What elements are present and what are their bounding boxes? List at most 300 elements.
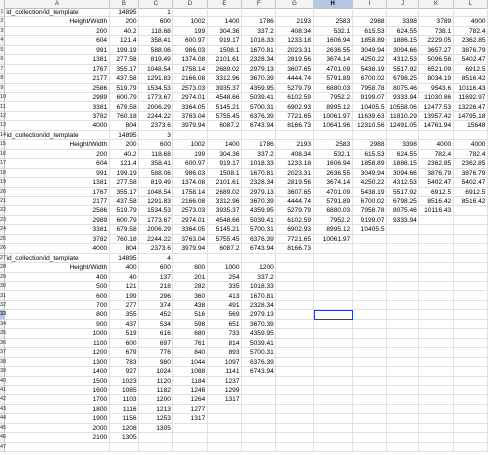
cell-j2[interactable]: 3398 (387, 17, 419, 26)
cell-e35[interactable]: 733 (208, 329, 242, 338)
row-header[interactable]: 10 (0, 93, 5, 102)
cell-e31[interactable]: 413 (208, 292, 242, 301)
cell-e6[interactable]: 2101.61 (208, 55, 242, 64)
cell-i47[interactable] (353, 443, 387, 452)
cell-f38[interactable]: 6376.39 (242, 358, 276, 367)
cell-a23[interactable]: 2989 (5, 216, 110, 225)
cell-g34[interactable] (276, 320, 313, 329)
cell-i11[interactable]: 10405.5 (353, 103, 387, 112)
column-header-i[interactable]: I (353, 0, 387, 8)
row-header[interactable]: 41 (0, 386, 5, 395)
cell-f36[interactable]: 5039.41 (242, 339, 276, 348)
cell-a5[interactable]: 991 (5, 46, 110, 55)
cell-k43[interactable] (419, 405, 453, 414)
cell-g42[interactable] (276, 395, 313, 404)
cell-l29[interactable] (454, 273, 488, 282)
cell-j47[interactable] (387, 443, 419, 452)
cell-b44[interactable]: 1156 (110, 414, 139, 423)
cell-d41[interactable]: 1246 (173, 386, 207, 395)
cell-a27[interactable]: id_collection/id_template (5, 254, 110, 263)
cell-g39[interactable] (276, 367, 313, 376)
cell-c6[interactable]: 819.49 (139, 55, 173, 64)
cell-f39[interactable]: 6743.94 (242, 367, 276, 376)
row-header[interactable]: 25 (0, 235, 5, 244)
row-header[interactable]: 1 (0, 8, 5, 17)
row-header[interactable]: 34 (0, 320, 5, 329)
cell-f30[interactable]: 1018.33 (242, 282, 276, 291)
cell-j1[interactable] (387, 8, 419, 17)
cell-c22[interactable]: 1534.53 (139, 206, 173, 215)
cell-h29[interactable] (314, 273, 353, 282)
cell-j31[interactable] (387, 292, 419, 301)
cell-f12[interactable]: 6376.39 (242, 112, 276, 121)
cell-j7[interactable]: 5517.92 (387, 65, 419, 74)
cell-d31[interactable]: 360 (173, 292, 207, 301)
cell-a33[interactable]: 800 (5, 310, 110, 319)
cell-d47[interactable] (173, 443, 207, 452)
row-header[interactable]: 17 (0, 159, 5, 168)
cell-d35[interactable]: 680 (173, 329, 207, 338)
row-header[interactable]: 13 (0, 121, 5, 130)
cell-i28[interactable] (353, 263, 387, 272)
cell-i16[interactable]: 615.53 (353, 150, 387, 159)
cell-f43[interactable] (242, 405, 276, 414)
cell-g37[interactable] (276, 348, 313, 357)
cell-l14[interactable] (454, 131, 488, 140)
cell-a45[interactable]: 2000 (5, 424, 110, 433)
cell-j3[interactable]: 624.55 (387, 27, 419, 36)
cell-a2[interactable]: Height/Width (5, 17, 110, 26)
cell-k47[interactable] (419, 443, 453, 452)
cell-h30[interactable] (314, 282, 353, 291)
cell-h40[interactable] (314, 377, 353, 386)
cell-g15[interactable]: 2193 (276, 140, 313, 149)
cell-i46[interactable] (353, 433, 387, 442)
cell-j11[interactable]: 10558.06 (387, 103, 419, 112)
cell-f26[interactable]: 6743.94 (242, 244, 276, 253)
cell-h19[interactable]: 3674.14 (314, 178, 353, 187)
cell-h20[interactable]: 4701.09 (314, 188, 353, 197)
cell-g12[interactable]: 7721.65 (276, 112, 313, 121)
cell-f35[interactable]: 4359.95 (242, 329, 276, 338)
cell-b40[interactable]: 1023 (110, 377, 139, 386)
cell-b4[interactable]: 121.4 (110, 36, 139, 45)
cell-l35[interactable] (454, 329, 488, 338)
cell-e40[interactable]: 1237 (208, 377, 242, 386)
cell-g20[interactable]: 3607.65 (276, 188, 313, 197)
cell-j25[interactable] (387, 235, 419, 244)
cell-g38[interactable] (276, 358, 313, 367)
cell-g9[interactable]: 5279.79 (276, 84, 313, 93)
cell-f25[interactable]: 6376.39 (242, 235, 276, 244)
cell-h31[interactable] (314, 292, 353, 301)
cell-l1[interactable] (454, 8, 488, 17)
cell-k38[interactable] (419, 358, 453, 367)
cell-e10[interactable]: 4548.66 (208, 93, 242, 102)
row-header[interactable]: 18 (0, 169, 5, 178)
cell-b6[interactable]: 277.58 (110, 55, 139, 64)
cell-j14[interactable] (387, 131, 419, 140)
cell-d33[interactable]: 516 (173, 310, 207, 319)
cell-i18[interactable]: 3049.94 (353, 169, 387, 178)
cell-b39[interactable]: 927 (110, 367, 139, 376)
cell-a16[interactable]: 200 (5, 150, 110, 159)
cell-g28[interactable] (276, 263, 313, 272)
cell-a29[interactable]: 400 (5, 273, 110, 282)
cell-i5[interactable]: 3049.94 (353, 46, 387, 55)
row-header[interactable]: 19 (0, 178, 5, 187)
cell-d42[interactable]: 1264 (173, 395, 207, 404)
cell-j39[interactable] (387, 367, 419, 376)
cell-k4[interactable]: 2229.05 (419, 36, 453, 45)
cell-c12[interactable]: 2244.22 (139, 112, 173, 121)
row-header[interactable]: 16 (0, 150, 5, 159)
cell-b13[interactable]: 804 (110, 121, 139, 130)
cell-j24[interactable] (387, 225, 419, 234)
cell-i6[interactable]: 4250.22 (353, 55, 387, 64)
cell-k37[interactable] (419, 348, 453, 357)
cell-b30[interactable]: 121 (110, 282, 139, 291)
cell-i23[interactable]: 9199.07 (353, 216, 387, 225)
cell-d14[interactable] (173, 131, 207, 140)
cell-d3[interactable]: 199 (173, 27, 207, 36)
cell-g27[interactable] (276, 254, 313, 263)
row-header[interactable]: 43 (0, 405, 5, 414)
cell-c4[interactable]: 358.41 (139, 36, 173, 45)
cell-d29[interactable]: 201 (173, 273, 207, 282)
column-header-b[interactable]: B (110, 0, 139, 8)
row-header[interactable]: 3 (0, 27, 5, 36)
cell-b28[interactable]: 400 (110, 263, 139, 272)
cell-h13[interactable]: 10641.96 (314, 121, 353, 130)
cell-b18[interactable]: 199.19 (110, 169, 139, 178)
cell-c28[interactable]: 600 (139, 263, 173, 272)
cell-k25[interactable] (419, 235, 453, 244)
cell-f44[interactable] (242, 414, 276, 423)
cell-b42[interactable]: 1103 (110, 395, 139, 404)
column-header-c[interactable]: C (139, 0, 173, 8)
cell-l16[interactable]: 782.4 (454, 150, 488, 159)
cell-c42[interactable]: 1200 (139, 395, 173, 404)
cell-e42[interactable]: 1317 (208, 395, 242, 404)
cell-c43[interactable]: 1213 (139, 405, 173, 414)
cell-i29[interactable] (353, 273, 387, 282)
cell-b31[interactable]: 199 (110, 292, 139, 301)
cell-f7[interactable]: 2979.13 (242, 65, 276, 74)
cell-d24[interactable]: 3364.05 (173, 225, 207, 234)
cell-e33[interactable]: 569 (208, 310, 242, 319)
cell-g19[interactable]: 2819.56 (276, 178, 313, 187)
cell-d12[interactable]: 3763.04 (173, 112, 207, 121)
cell-i35[interactable] (353, 329, 387, 338)
cell-i24[interactable]: 10405.5 (353, 225, 387, 234)
cell-k22[interactable]: 10116.43 (419, 206, 453, 215)
cell-l8[interactable]: 8516.42 (454, 74, 488, 83)
column-header-a[interactable]: A (5, 0, 110, 8)
cell-l42[interactable] (454, 395, 488, 404)
cell-l7[interactable]: 6912.5 (454, 65, 488, 74)
cell-e4[interactable]: 919.17 (208, 36, 242, 45)
cell-i32[interactable] (353, 301, 387, 310)
cell-e7[interactable]: 2689.02 (208, 65, 242, 74)
cell-a20[interactable]: 1767 (5, 188, 110, 197)
cell-h3[interactable]: 532.1 (314, 27, 353, 36)
cell-j15[interactable]: 3398 (387, 140, 419, 149)
cell-d10[interactable]: 2974.01 (173, 93, 207, 102)
cell-h43[interactable] (314, 405, 353, 414)
cell-f27[interactable] (242, 254, 276, 263)
cell-k23[interactable] (419, 216, 453, 225)
cell-c38[interactable]: 980 (139, 358, 173, 367)
cell-k3[interactable]: 738.1 (419, 27, 453, 36)
cell-b33[interactable]: 355 (110, 310, 139, 319)
cell-c33[interactable]: 452 (139, 310, 173, 319)
cell-h27[interactable] (314, 254, 353, 263)
cell-g46[interactable] (276, 433, 313, 442)
cell-g47[interactable] (276, 443, 313, 452)
cell-h6[interactable]: 3674.14 (314, 55, 353, 64)
cell-k19[interactable]: 5402.47 (419, 178, 453, 187)
cell-e21[interactable]: 3312.96 (208, 197, 242, 206)
cell-l5[interactable]: 3876.79 (454, 46, 488, 55)
cell-c26[interactable]: 2373.6 (139, 244, 173, 253)
cell-j43[interactable] (387, 405, 419, 414)
cell-b11[interactable]: 679.58 (110, 103, 139, 112)
row-header[interactable]: 14 (0, 131, 5, 140)
cell-j38[interactable] (387, 358, 419, 367)
cell-l28[interactable] (454, 263, 488, 272)
cell-j17[interactable]: 1886.15 (387, 159, 419, 168)
cell-k5[interactable]: 3657.27 (419, 46, 453, 55)
cell-k34[interactable] (419, 320, 453, 329)
cell-k45[interactable] (419, 424, 453, 433)
row-header[interactable]: 6 (0, 55, 5, 64)
cell-d26[interactable]: 3979.94 (173, 244, 207, 253)
cell-l27[interactable] (454, 254, 488, 263)
cell-c24[interactable]: 2006.29 (139, 225, 173, 234)
cell-k10[interactable]: 11030.86 (419, 93, 453, 102)
cell-e11[interactable]: 5145.21 (208, 103, 242, 112)
cell-d40[interactable]: 1184 (173, 377, 207, 386)
cell-e22[interactable]: 3935.37 (208, 206, 242, 215)
cell-j9[interactable]: 8075.46 (387, 84, 419, 93)
cell-j27[interactable] (387, 254, 419, 263)
cell-k17[interactable]: 2362.85 (419, 159, 453, 168)
cell-j46[interactable] (387, 433, 419, 442)
cell-c20[interactable]: 1048.54 (139, 188, 173, 197)
cell-k2[interactable]: 3789 (419, 17, 453, 26)
row-header[interactable]: 47 (0, 443, 5, 452)
cell-h14[interactable] (314, 131, 353, 140)
cell-e46[interactable] (208, 433, 242, 442)
cell-f20[interactable]: 2979.13 (242, 188, 276, 197)
cell-d13[interactable]: 3979.94 (173, 121, 207, 130)
cell-d34[interactable]: 598 (173, 320, 207, 329)
cell-g2[interactable]: 2193 (276, 17, 313, 26)
cell-i31[interactable] (353, 292, 387, 301)
column-header-e[interactable]: E (208, 0, 242, 8)
cell-j40[interactable] (387, 377, 419, 386)
cell-a25[interactable]: 3782 (5, 235, 110, 244)
cell-g7[interactable]: 3607.65 (276, 65, 313, 74)
cell-g29[interactable] (276, 273, 313, 282)
cell-k11[interactable]: 12477.53 (419, 103, 453, 112)
cell-i27[interactable] (353, 254, 387, 263)
cell-f19[interactable]: 2328.34 (242, 178, 276, 187)
cell-g43[interactable] (276, 405, 313, 414)
cell-i30[interactable] (353, 282, 387, 291)
cell-g44[interactable] (276, 414, 313, 423)
cell-c7[interactable]: 1048.54 (139, 65, 173, 74)
cell-g5[interactable]: 2023.31 (276, 46, 313, 55)
cell-b7[interactable]: 355.17 (110, 65, 139, 74)
cell-j37[interactable] (387, 348, 419, 357)
cell-f11[interactable]: 5700.31 (242, 103, 276, 112)
cell-a41[interactable]: 1600 (5, 386, 110, 395)
cell-d27[interactable] (173, 254, 207, 263)
cell-l31[interactable] (454, 292, 488, 301)
cell-d28[interactable]: 800 (173, 263, 207, 272)
cell-j12[interactable]: 11810.29 (387, 112, 419, 121)
cell-k6[interactable]: 5096.56 (419, 55, 453, 64)
cell-k33[interactable] (419, 310, 453, 319)
cell-g3[interactable]: 408.34 (276, 27, 313, 36)
cell-g31[interactable] (276, 292, 313, 301)
cell-g36[interactable] (276, 339, 313, 348)
cell-b36[interactable]: 600 (110, 339, 139, 348)
column-header-d[interactable]: D (173, 0, 207, 8)
cell-i1[interactable] (353, 8, 387, 17)
cell-e37[interactable]: 893 (208, 348, 242, 357)
cell-c40[interactable]: 1120 (139, 377, 173, 386)
cell-f33[interactable]: 2979.13 (242, 310, 276, 319)
cell-l12[interactable]: 14795.18 (454, 112, 488, 121)
cell-a8[interactable]: 2177 (5, 74, 110, 83)
cell-j35[interactable] (387, 329, 419, 338)
cell-l9[interactable]: 10116.43 (454, 84, 488, 93)
cell-j13[interactable]: 12491.05 (387, 121, 419, 130)
cell-l19[interactable]: 5402.47 (454, 178, 488, 187)
cell-c1[interactable]: 1 (139, 8, 173, 17)
cell-f4[interactable]: 1018.33 (242, 36, 276, 45)
cell-f10[interactable]: 5039.41 (242, 93, 276, 102)
cell-g30[interactable] (276, 282, 313, 291)
column-header-k[interactable]: K (419, 0, 453, 8)
cell-l46[interactable] (454, 433, 488, 442)
cell-l23[interactable] (454, 216, 488, 225)
cell-j34[interactable] (387, 320, 419, 329)
cell-a32[interactable]: 700 (5, 301, 110, 310)
cell-b41[interactable]: 1085 (110, 386, 139, 395)
cell-j19[interactable]: 4312.53 (387, 178, 419, 187)
cell-g26[interactable]: 8166.73 (276, 244, 313, 253)
row-header[interactable]: 32 (0, 301, 5, 310)
cell-d39[interactable]: 1088 (173, 367, 207, 376)
cell-k27[interactable] (419, 254, 453, 263)
cell-e25[interactable]: 5755.45 (208, 235, 242, 244)
cell-l32[interactable] (454, 301, 488, 310)
cell-b35[interactable]: 519 (110, 329, 139, 338)
cell-d4[interactable]: 600.97 (173, 36, 207, 45)
cell-e18[interactable]: 1508.1 (208, 169, 242, 178)
row-header[interactable]: 45 (0, 424, 5, 433)
cell-j28[interactable] (387, 263, 419, 272)
cell-i26[interactable] (353, 244, 387, 253)
cell-l44[interactable] (454, 414, 488, 423)
cell-k31[interactable] (419, 292, 453, 301)
cell-j32[interactable] (387, 301, 419, 310)
cell-h26[interactable] (314, 244, 353, 253)
cell-e24[interactable]: 5145.21 (208, 225, 242, 234)
cell-h18[interactable]: 2636.55 (314, 169, 353, 178)
cell-c31[interactable]: 296 (139, 292, 173, 301)
cell-k46[interactable] (419, 433, 453, 442)
cell-f29[interactable]: 337.2 (242, 273, 276, 282)
cell-i13[interactable]: 12310.56 (353, 121, 387, 130)
row-header[interactable]: 8 (0, 74, 5, 83)
cell-g10[interactable]: 6102.59 (276, 93, 313, 102)
cell-j16[interactable]: 624.55 (387, 150, 419, 159)
cell-f47[interactable] (242, 443, 276, 452)
cell-l38[interactable] (454, 358, 488, 367)
cell-l2[interactable]: 4000 (454, 17, 488, 26)
cell-b45[interactable]: 1208 (110, 424, 139, 433)
cell-a26[interactable]: 4000 (5, 244, 110, 253)
cell-d36[interactable]: 761 (173, 339, 207, 348)
cell-f1[interactable] (242, 8, 276, 17)
cell-b1[interactable]: 14895 (110, 8, 139, 17)
cell-c32[interactable]: 374 (139, 301, 173, 310)
cell-a37[interactable]: 1200 (5, 348, 110, 357)
cell-l21[interactable]: 8516.42 (454, 197, 488, 206)
cell-j23[interactable]: 9333.94 (387, 216, 419, 225)
cell-b26[interactable]: 804 (110, 244, 139, 253)
cell-c44[interactable]: 1253 (139, 414, 173, 423)
cell-e23[interactable]: 4548.66 (208, 216, 242, 225)
cell-i17[interactable]: 1858.89 (353, 159, 387, 168)
cell-g35[interactable] (276, 329, 313, 338)
cell-k41[interactable] (419, 386, 453, 395)
cell-k12[interactable]: 13957.42 (419, 112, 453, 121)
cell-i39[interactable] (353, 367, 387, 376)
cell-d17[interactable]: 600.97 (173, 159, 207, 168)
cell-a31[interactable]: 600 (5, 292, 110, 301)
cell-c17[interactable]: 358.41 (139, 159, 173, 168)
cell-e32[interactable]: 491 (208, 301, 242, 310)
cell-l6[interactable]: 5402.47 (454, 55, 488, 64)
cell-e36[interactable]: 814 (208, 339, 242, 348)
cell-l43[interactable] (454, 405, 488, 414)
cell-a21[interactable]: 2177 (5, 197, 110, 206)
cell-i9[interactable]: 7958.78 (353, 84, 387, 93)
cell-e16[interactable]: 304.36 (208, 150, 242, 159)
cell-k18[interactable]: 3876.79 (419, 169, 453, 178)
cell-k24[interactable] (419, 225, 453, 234)
cell-g17[interactable]: 1233.18 (276, 159, 313, 168)
cell-b34[interactable]: 437 (110, 320, 139, 329)
cell-c14[interactable]: 3 (139, 131, 173, 140)
cell-h2[interactable]: 2583 (314, 17, 353, 26)
cell-f14[interactable] (242, 131, 276, 140)
row-header[interactable]: 24 (0, 225, 5, 234)
cell-c41[interactable]: 1182 (139, 386, 173, 395)
cell-b47[interactable] (110, 443, 139, 452)
cell-b9[interactable]: 519.79 (110, 84, 139, 93)
cell-g40[interactable] (276, 377, 313, 386)
cell-f37[interactable]: 5700.31 (242, 348, 276, 357)
cell-d32[interactable]: 438 (173, 301, 207, 310)
cell-c45[interactable]: 1305 (139, 424, 173, 433)
